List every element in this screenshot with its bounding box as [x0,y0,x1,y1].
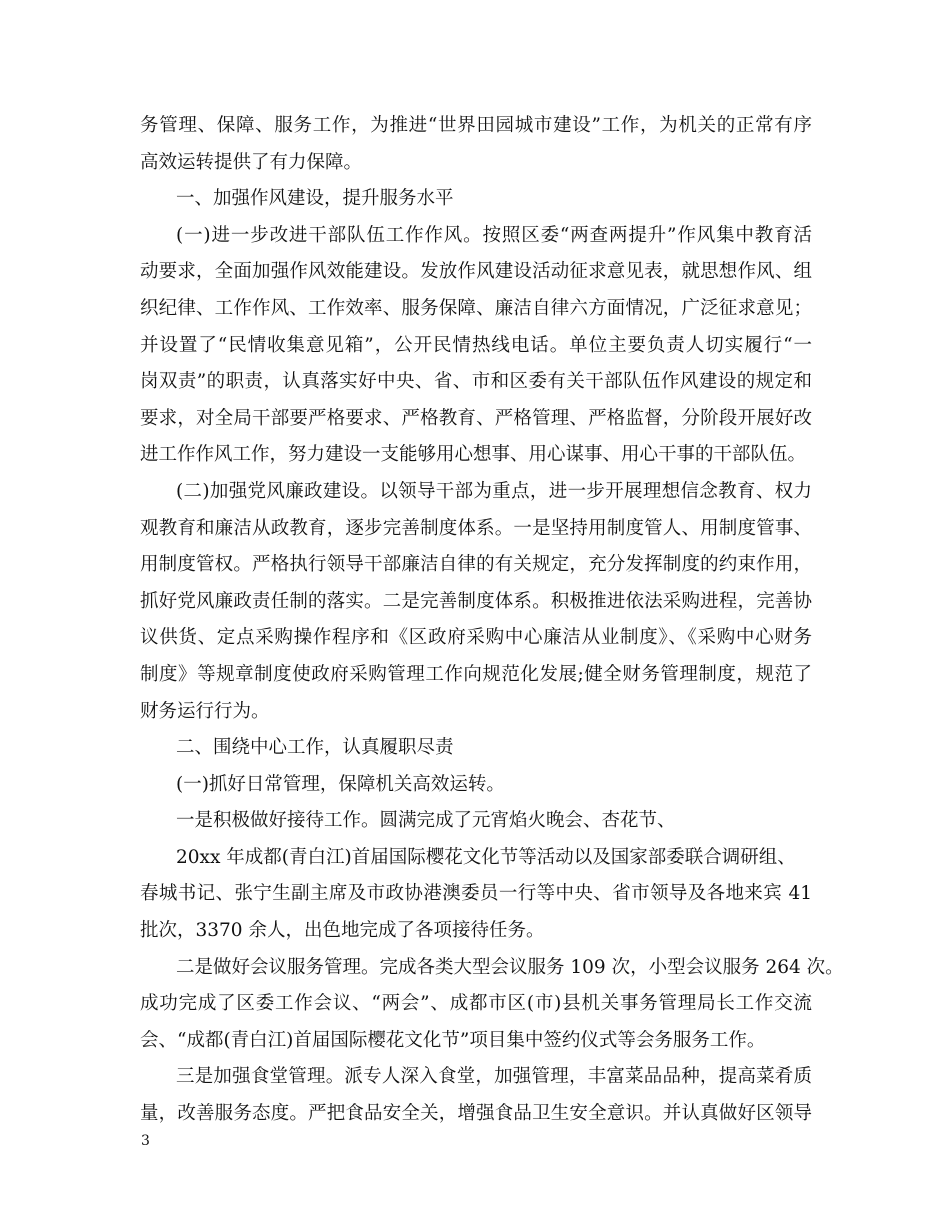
text-line: 批次，3370 余人，出色地完成了各项接待任务。 [140,920,545,942]
section-heading: 一、加强作风建设，提升服务水平 [176,188,454,210]
text-line: 务管理、保障、服务工作，为推进“世界田园城市建设”工作，为机关的正常有序 [140,115,812,136]
text-line: 会、“成都(青白江)首届国际樱花文化节”项目集中签约仪式等会务服务工作。 [140,1029,766,1051]
document-body [140,108,844,1133]
text-line: 20xx 年成都(青白江)首届国际樱花文化节等活动以及国家部委联合调研组、 [176,846,796,868]
text-line: 量，改善服务态度。严把食品安全关，增强食品卫生安全意识。并认真做好区领导 [140,1103,812,1125]
text-line: 财务运行行为。 [140,700,270,722]
text-line: 成功完成了区委工作会议、“两会”、成都市区(市)县机关事务管理局长工作交流 [140,993,812,1015]
text-line: 进工作作风工作，努力建设一支能够用心想事、用心谋事、用心干事的干部队伍。 [140,444,807,466]
text-line: 春城书记、张宁生副主席及市政协港澳委员一行等中央、省市领导及各地来宾 41 [140,883,812,905]
text-line: 观教育和廉洁从政教育，逐步完善制度体系。一是坚持用制度管人、用制度管事、 [140,517,812,539]
text-line: 用制度管权。严格执行领导干部廉洁自律的有关规定，充分发挥制度的约束作用， [140,554,812,576]
text-line: (一)进一步改进干部队伍工作作风。按照区委“两查两提升”作风集中教育活 [176,224,812,246]
text-line: 抓好党风廉政责任制的落实。二是完善制度体系。积极推进依法采购进程，完善协 [140,590,812,612]
text-line: 议供货、定点采购操作程序和《区政府采购中心廉洁从业制度》、《采购中心财务 [140,627,812,649]
text-line: 要求，对全局干部要严格要求、严格教育、严格管理、严格监督，分阶段开展好改 [140,407,812,429]
text-line: 织纪律、工作作风、工作效率、服务保障、廉洁自律六方面情况，广泛征求意见； [140,297,812,319]
text-line: 三是加强食堂管理。派专人深入食堂，加强管理，丰富菜品品种，提高菜肴质 [176,1066,812,1088]
text-line: 一是积极做好接待工作。圆满完成了元宵焰火晚会、杏花节、 [176,810,676,832]
text-line: 并设置了“民情收集意见箱”，公开民情热线电话。单位主要负责人切实履行“一 [140,334,812,356]
text-line: (二)加强党风廉政建设。以领导干部为重点，进一步开展理想信念教育、权力 [176,480,812,502]
text-line: 二是做好会议服务管理。完成各类大型会议服务 109 次，小型会议服务 264 次。 [176,956,844,978]
page-number: 3 [141,1133,150,1149]
text-line: 制度》等规章制度使政府采购管理工作向规范化发展;健全财务管理制度，规范了 [140,663,812,685]
text-line: 岗双责”的职责，认真落实好中央、省、市和区委有关干部队伍作风建设的规定和 [140,371,812,393]
section-heading: 二、围绕中心工作，认真履职尽责 [176,737,454,759]
text-line: 动要求，全面加强作风效能建设。发放作风建设活动征求意见表，就思想作风、组 [140,261,812,283]
subsection-heading: (一)抓好日常管理，保障机关高效运转。 [176,773,505,795]
text-line: 高效运转提供了有力保障。 [140,151,363,173]
